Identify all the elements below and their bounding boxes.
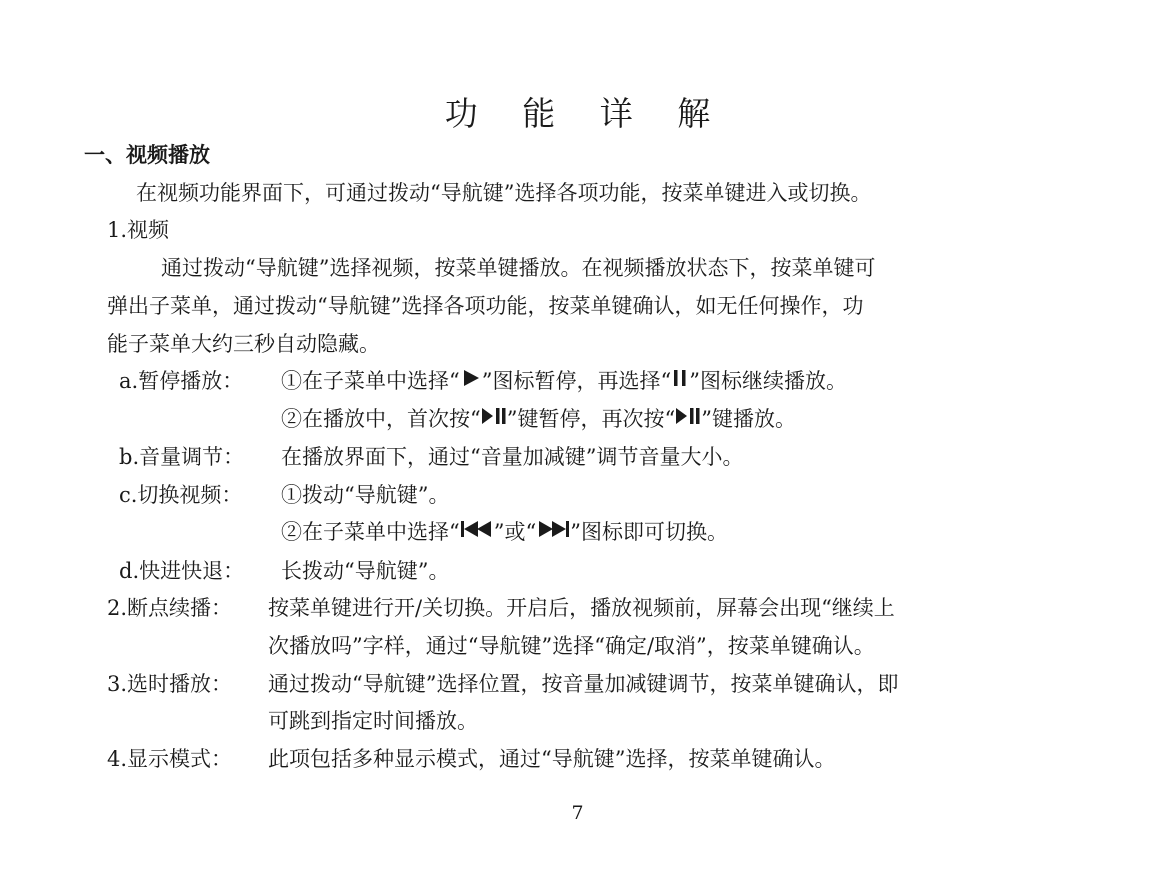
seek-item-label: d.快进快退： [119, 559, 245, 583]
switch-item-line-1: ①拨动“导航键”。 [281, 483, 450, 507]
switch-line2-pre: ②在子菜单中选择“ [281, 520, 460, 544]
pause-line2-mid: ”键暂停，再次按“ [506, 407, 676, 431]
timed-play-item-label: 3.选时播放： [107, 672, 233, 696]
pause-line1-post: ”图标继续播放。 [689, 369, 847, 393]
pause-line1-mid: ”图标暂停，再选择“ [481, 369, 672, 393]
video-paragraph-line-2: 弹出子菜单，通过拨动“导航键”选择各项功能，按菜单键确认，如无任何操作，功 [107, 294, 864, 318]
video-subsection-label: 1.视频 [107, 218, 170, 242]
switch-line2-mid: ”或“ [493, 520, 537, 544]
display-mode-item-label: 4.显示模式： [107, 747, 233, 771]
resume-item-line-2: 次播放吗”字样，通过“导航键”选择“确定/取消”，按菜单键确认。 [268, 634, 875, 658]
video-paragraph-line-1: 通过拨动“导航键”选择视频，按菜单键播放。在视频播放状态下，按菜单键可 [161, 256, 876, 280]
section-intro: 在视频功能界面下，可通过拨动“导航键”选择各项功能，按菜单键进入或切换。 [136, 181, 872, 205]
page-number: 7 [571, 802, 584, 824]
switch-item-line-2 [281, 519, 728, 545]
pause-item-line-2 [281, 406, 796, 432]
switch-line2-post: ”图标即可切换。 [570, 520, 728, 544]
play-pause-icon [675, 406, 701, 432]
volume-item-text: 在播放界面下，通过“音量加减键”调节音量大小。 [281, 445, 744, 469]
previous-track-icon [460, 519, 494, 545]
pause-line2-pre: ②在播放中，首次按“ [281, 407, 481, 431]
switch-item-label: c.切换视频： [119, 483, 243, 507]
next-track-icon [536, 519, 570, 545]
pause-item-label: a.暂停播放： [119, 369, 244, 393]
volume-item-label: b.音量调节： [119, 445, 245, 469]
timed-play-item-line-1: 通过拨动“导航键”选择位置，按音量加减键调节，按菜单键确认，即 [268, 672, 899, 696]
seek-item-text: 长拨动“导航键”。 [281, 559, 450, 583]
pause-icon [671, 368, 689, 394]
pause-item-line-1 [281, 368, 847, 394]
resume-item-line-1: 按菜单键进行开/关切换。开启后，播放视频前，屏幕会出现“继续上 [268, 596, 895, 620]
pause-line1-pre: ①在子菜单中选择“ [281, 369, 460, 393]
video-paragraph-line-3: 能子菜单大约三秒自动隐藏。 [107, 332, 380, 356]
resume-item-label: 2.断点续播： [107, 596, 233, 620]
timed-play-item-line-2: 可跳到指定时间播放。 [268, 709, 478, 733]
page-title: 功 能 详 解 [444, 94, 728, 133]
play-pause-icon [481, 406, 507, 432]
play-icon [460, 368, 482, 394]
section-heading: 一、视频播放 [84, 142, 210, 167]
pause-line2-post: ”键播放。 [701, 407, 796, 431]
display-mode-item-text: 此项包括多种显示模式，通过“导航键”选择，按菜单键确认。 [268, 747, 836, 771]
